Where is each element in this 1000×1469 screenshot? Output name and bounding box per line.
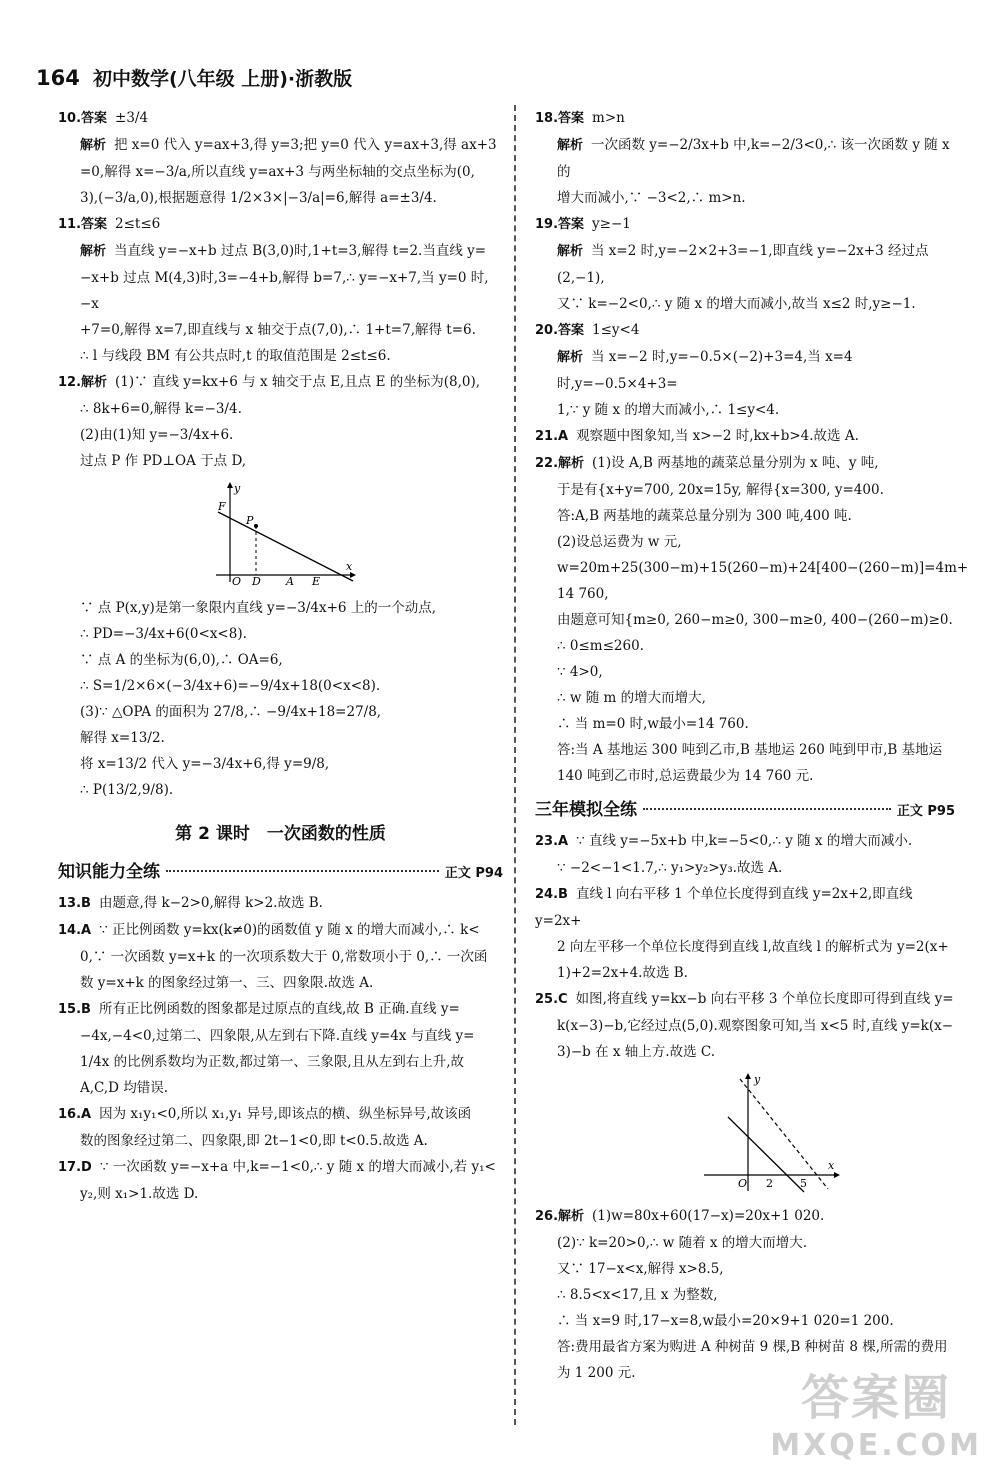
text-line xyxy=(58,422,503,448)
section-header xyxy=(58,857,503,882)
line-content: 所有正比例函数的图象都是过原点的直线,故 B 正确.直线 y= xyxy=(98,1001,460,1017)
line-content: (3)∵ △OPA 的面积为 27/8,∴ −9/4x+18=27/8, xyxy=(80,704,382,720)
line-content: 3),(−3/a,0),根据题意得 1/2×3×|−3/a|=6,解得 a=±3/4. xyxy=(80,190,437,206)
text-line xyxy=(58,1075,503,1101)
figure-line-graph-25 xyxy=(700,1071,840,1193)
line-content: −x+b 过点 M(4,3)时,3=−4+b,解得 b=7,∴ y=−x+7,当 y=0 时,−x xyxy=(80,270,489,312)
fig2-y-label: y xyxy=(754,1073,761,1086)
text-line xyxy=(535,344,955,397)
text-line xyxy=(535,1203,955,1230)
line-content: 观察题中图象知,当 x>−2 时,kx+b>4.故选 A. xyxy=(576,428,859,444)
text-line xyxy=(535,450,955,477)
text-line xyxy=(58,238,503,265)
line-content: (1)∵ 直线 y=kx+6 与 x 轴交于点 E,且点 E 的坐标为(8,0), xyxy=(115,374,481,390)
line-content: (2)由(1)知 y=−3/4x+6. xyxy=(80,427,234,443)
text-line xyxy=(535,1334,955,1360)
fig1-p-label: P xyxy=(246,514,254,527)
section-page-ref: 正文 P94 xyxy=(444,866,503,881)
answer-label: 21.A xyxy=(535,429,569,444)
line-content: ∴ 8.5<x<17,且 x 为整数, xyxy=(557,1287,718,1303)
line-content: 过点 P 作 PD⊥OA 于点 D, xyxy=(80,453,247,469)
text-line xyxy=(535,105,955,132)
answer-label: 18.答案 xyxy=(535,111,585,126)
watermark-text-2: MXQE.COM xyxy=(770,1428,982,1463)
line-content: ±3/4 xyxy=(115,110,149,126)
text-line xyxy=(58,159,503,185)
line-content: w=20m+25(300−m)+15(260−m)+24[400−(260−m)]=4m+ xyxy=(557,560,969,576)
text-line xyxy=(535,132,955,185)
figure-line-graph-12 xyxy=(208,480,358,585)
text-line xyxy=(535,211,955,238)
text-line xyxy=(58,343,503,369)
fig1-a-label: A xyxy=(286,575,294,585)
line-content: y≥−1 xyxy=(592,216,631,232)
page-number: 164 xyxy=(36,66,80,90)
text-line xyxy=(535,503,955,529)
section-title: 知识能力全练 xyxy=(58,862,160,882)
answer-label: 19.答案 xyxy=(535,217,585,232)
line-content: ∵ 点 P(x,y)是第一象限内直线 y=−3/4x+6 上的一个动点, xyxy=(80,600,437,616)
line-content: m>n xyxy=(592,110,625,126)
text-line xyxy=(535,960,955,986)
text-line xyxy=(58,1101,503,1128)
text-line xyxy=(535,397,955,423)
text-line xyxy=(58,917,503,944)
line-content: y₂,则 x₁>1.故选 D. xyxy=(80,1186,199,1202)
section-leader-dots xyxy=(643,808,891,810)
line-content: 3)−b 在 x 轴上方.故选 C. xyxy=(557,1044,716,1060)
line-content: ∴ l 与线段 BM 有公共点时,t 的取值范围是 2≤t≤6. xyxy=(80,348,391,364)
line-content: ∵ 4>0, xyxy=(557,664,603,680)
text-line xyxy=(535,1039,955,1065)
text-line xyxy=(58,1049,503,1075)
text-line xyxy=(535,1282,955,1308)
answer-label: 24.B xyxy=(535,887,568,902)
page-header xyxy=(36,64,966,98)
text-line xyxy=(535,529,955,555)
line-content: k(x−3)−b,它经过点(5,0).观察图象可知,当 x<5 时,直线 y=k(x− xyxy=(557,1018,954,1034)
answer-label: 解析 xyxy=(557,244,584,259)
line-content: 增大而减小,∵ −3<2,∴ m>n. xyxy=(557,190,746,206)
fig1-f-label: F xyxy=(218,500,226,513)
text-line xyxy=(535,855,955,881)
line-content: 为 1 200 元. xyxy=(557,1365,636,1381)
line-content: 于是有{x+y=700, 20x=15y, 解得{x=300, y=400. xyxy=(557,482,884,498)
line-content: 又∵ 17−x<x,解得 x>8.5, xyxy=(557,1261,724,1277)
answer-label: 17.D xyxy=(58,1160,92,1175)
line-content: 将 x=13/2 代入 y=−3/4x+6,得 y=9/8, xyxy=(80,756,330,772)
text-line xyxy=(535,238,955,291)
text-line xyxy=(58,369,503,396)
text-line xyxy=(58,944,503,970)
text-line xyxy=(535,607,955,633)
line-content: 140 吨到乙市时,总运费最少为 14 760 元. xyxy=(557,768,814,784)
line-content: 1)+2=2x+4.故选 B. xyxy=(557,965,688,981)
text-line xyxy=(535,1013,955,1039)
text-line xyxy=(58,185,503,211)
line-content: 14 760, xyxy=(557,586,609,602)
line-content: 答:A,B 两基地的蔬菜总量分别为 300 吨,400 吨. xyxy=(557,508,852,524)
text-line xyxy=(58,777,503,803)
text-line xyxy=(535,423,955,450)
line-content: ∴ 当 x=9 时,17−x=8,w最小=20×9+1 020=1 200. xyxy=(557,1313,894,1329)
lesson-title: 第 2 课时 一次函数的性质 xyxy=(175,824,386,844)
text-line xyxy=(58,996,503,1023)
text-line xyxy=(535,477,955,503)
text-line xyxy=(535,934,955,960)
answer-label: 解析 xyxy=(80,138,107,153)
text-line xyxy=(58,699,503,725)
line-content: 当 x=2 时,y=−2×2+3=−1,即直线 y=−2x+3 经过点(2,−1), xyxy=(557,243,929,286)
left-column xyxy=(58,105,503,1207)
text-line xyxy=(535,633,955,659)
text-line xyxy=(535,881,955,934)
line-content: 由题意,得 k−2>0,解得 k>2.故选 B. xyxy=(98,895,323,911)
text-line xyxy=(58,1154,503,1181)
fig2-tick-5: 5 xyxy=(800,1177,807,1190)
text-line xyxy=(58,1023,503,1049)
line-content: ∴ 8k+6=0,解得 k=−3/4. xyxy=(80,401,242,417)
answer-label: 解析 xyxy=(80,244,107,259)
line-content: (2)∵ k=20>0,∴ w 随着 x 的增大而增大. xyxy=(557,1235,808,1251)
answer-label: 22.解析 xyxy=(535,456,585,471)
fig1-e-label: E xyxy=(312,575,321,585)
line-content: ∵ 正比例函数 y=kx(k≠0)的函数值 y 随 x 的增大而减小,∴ k< xyxy=(99,922,480,938)
text-line xyxy=(58,621,503,647)
line-content: ∴ S=1/2×6×(−3/4x+6)=−9/4x+18(0<x<8). xyxy=(80,678,381,694)
fig2-x-label: x xyxy=(828,1159,835,1172)
line-content: 2≤t≤6 xyxy=(115,216,161,232)
line-content: 1,∵ y 随 x 的增大而减小,∴ 1≤y<4. xyxy=(557,402,780,418)
answer-label: 26.解析 xyxy=(535,1209,585,1224)
text-line xyxy=(535,986,955,1013)
line-content: 解得 x=13/2. xyxy=(80,730,165,746)
fig1-o-label: O xyxy=(232,575,242,585)
text-line xyxy=(58,105,503,132)
text-line xyxy=(535,685,955,711)
answer-label: 20.答案 xyxy=(535,323,585,338)
answer-label: 10.答案 xyxy=(58,111,108,126)
text-line xyxy=(58,673,503,699)
text-line xyxy=(535,737,955,763)
line-content: 0,∵ 一次函数 y=x+k 的一次项系数大于 0,常数项小于 0,∴ 一次函 xyxy=(80,949,488,965)
text-line xyxy=(535,1308,955,1334)
line-content: ∵ 一次函数 y=−x+a 中,k=−1<0,∴ y 随 x 的增大而减小,若 y₁< xyxy=(99,1159,496,1175)
line-content: ∵ 点 A 的坐标为(6,0),∴ OA=6, xyxy=(80,652,283,668)
text-line xyxy=(58,317,503,343)
fig2-tick-2: 2 xyxy=(766,1177,773,1190)
line-content: 数的图象经过第二、四象限,即 2t−1<0,即 t<0.5.故选 A. xyxy=(80,1133,428,1149)
text-line xyxy=(58,448,503,474)
section-title: 三年模拟全练 xyxy=(535,800,637,820)
answer-label: 23.A xyxy=(535,834,569,849)
text-line xyxy=(58,1128,503,1154)
line-content: (1)w=80x+60(17−x)=20x+1 020. xyxy=(592,1208,825,1224)
text-line xyxy=(535,317,955,344)
line-content: ∴ 当 m=0 时,w最小=14 760. xyxy=(557,716,749,732)
line-content: 把 x=0 代入 y=ax+3,得 y=3;把 y=0 代入 y=ax+3,得 ax+3 xyxy=(114,137,497,153)
line-content: ∴ w 随 m 的增大而增大, xyxy=(557,690,706,706)
text-line xyxy=(58,211,503,238)
watermark-text-1: 答案圈 xyxy=(801,1370,952,1426)
line-content: 一次函数 y=−2/3x+b 中,k=−2/3<0,∴ 该一次函数 y 随 x 的 xyxy=(557,137,954,180)
text-line xyxy=(535,711,955,737)
line-content: 又∵ k=−2<0,∴ y 随 x 的增大而减小,故当 x≤2 时,y≥−1. xyxy=(557,296,916,312)
text-line xyxy=(58,265,503,317)
fig1-d-label: D xyxy=(252,575,261,585)
line-content: 当 x=−2 时,y=−0.5×(−2)+3=4,当 x=4 时,y=−0.5×4+3= xyxy=(557,349,857,392)
book-title: 初中数学(八年级 上册)·浙教版 xyxy=(92,68,353,90)
line-content: 由题意可知{m≥0, 260−m≥0, 300−m≥0, 400−(260−m)≥0. xyxy=(557,612,953,628)
answer-label: 解析 xyxy=(557,138,584,153)
section-leader-dots xyxy=(166,870,439,872)
line-content: A,C,D 均错误. xyxy=(80,1080,169,1096)
line-content: 如图,将直线 y=kx−b 向右平移 3 个单位长度即可得到直线 y= xyxy=(575,991,954,1007)
text-line xyxy=(58,970,503,996)
text-line xyxy=(535,581,955,607)
answer-label: 13.B xyxy=(58,896,91,911)
line-content: 答:费用最省方案为购进 A 种树苗 9 棵,B 种树苗 8 棵,所需的费用 xyxy=(557,1339,948,1355)
text-line xyxy=(58,132,503,159)
answer-label: 12.解析 xyxy=(58,375,108,390)
line-content: +7=0,解得 x=7,即直线与 x 轴交于点(7,0),∴ 1+t=7,解得 t=6. xyxy=(80,322,476,338)
text-line xyxy=(58,396,503,422)
fig1-x-label: x xyxy=(346,560,353,573)
line-content: ∴ P(13/2,9/8). xyxy=(80,782,174,798)
fig2-o-label: O xyxy=(738,1177,748,1190)
text-line xyxy=(535,291,955,317)
line-content: −4x,−4<0,过第二、四象限,从左到右下降.直线 y=4x 与直线 y= xyxy=(80,1028,475,1044)
section-page-ref: 正文 P95 xyxy=(896,804,955,819)
text-line xyxy=(535,1256,955,1282)
line-content: ∴ 0≤m≤260. xyxy=(557,638,644,654)
line-content: 2 向左平移一个单位长度得到直线 l,故直线 l 的解析式为 y=2(x+ xyxy=(557,939,949,955)
line-content: (1)设 A,B 两基地的蔬菜总量分别为 x 吨、y 吨, xyxy=(592,455,879,471)
line-content: 直线 l 向右平移 1 个单位长度得到直线 y=2x+2,即直线 y=2x+ xyxy=(535,886,917,929)
answer-label: 14.A xyxy=(58,923,92,938)
line-content: ∵ −2<−1<1.7,∴ y₁>y₂>y₃.故选 A. xyxy=(557,860,783,876)
text-line xyxy=(58,725,503,751)
line-content: ∴ PD=−3/4x+6(0<x<8). xyxy=(80,626,247,642)
right-column xyxy=(535,105,969,1386)
text-line xyxy=(535,1230,955,1256)
answer-label: 15.B xyxy=(58,1002,91,1017)
section-header xyxy=(535,795,955,820)
text-line xyxy=(535,763,955,789)
line-content: 数 y=x+k 的图象经过第一、三、四象限.故选 A. xyxy=(80,975,374,991)
line-content: =0,解得 x=−3/a,所以直线 y=ax+3 与两坐标轴的交点坐标为(0, xyxy=(80,164,475,180)
watermark-logo xyxy=(770,1359,982,1463)
column-divider xyxy=(514,105,516,1425)
line-content: 当直线 y=−x+b 过点 B(3,0)时,1+t=3,解得 t=2.当直线 y= xyxy=(114,243,487,259)
line-content: 1≤y<4 xyxy=(592,322,640,338)
line-content: ∵ 直线 y=−5x+b 中,k=−5<0,∴ y 随 x 的增大而减小. xyxy=(576,833,913,849)
text-line xyxy=(58,751,503,777)
line-content: (2)设总运费为 w 元, xyxy=(557,534,682,550)
line-content: 因为 x₁y₁<0,所以 x₁,y₁ 异号,即该点的横、纵坐标异号,故该函 xyxy=(99,1106,472,1122)
answer-label: 解析 xyxy=(557,350,584,365)
text-line xyxy=(535,828,955,855)
line-content: 1/4x 的比例系数均为正数,都过第一、三象限,且从左到右上升,故 xyxy=(80,1054,465,1070)
text-line xyxy=(535,659,955,685)
text-line xyxy=(58,647,503,673)
text-line xyxy=(535,185,955,211)
answer-label: 11.答案 xyxy=(58,217,108,232)
text-line xyxy=(535,555,969,581)
fig1-y-label: y xyxy=(234,482,241,495)
line-content: 答:当 A 基地运 300 吨到乙市,B 基地运 260 吨到甲市,B 基地运 xyxy=(557,742,943,758)
text-line xyxy=(58,890,503,917)
answer-label: 16.A xyxy=(58,1107,92,1122)
text-line xyxy=(58,1181,503,1207)
answer-label: 25.C xyxy=(535,992,568,1007)
text-line xyxy=(58,595,503,621)
